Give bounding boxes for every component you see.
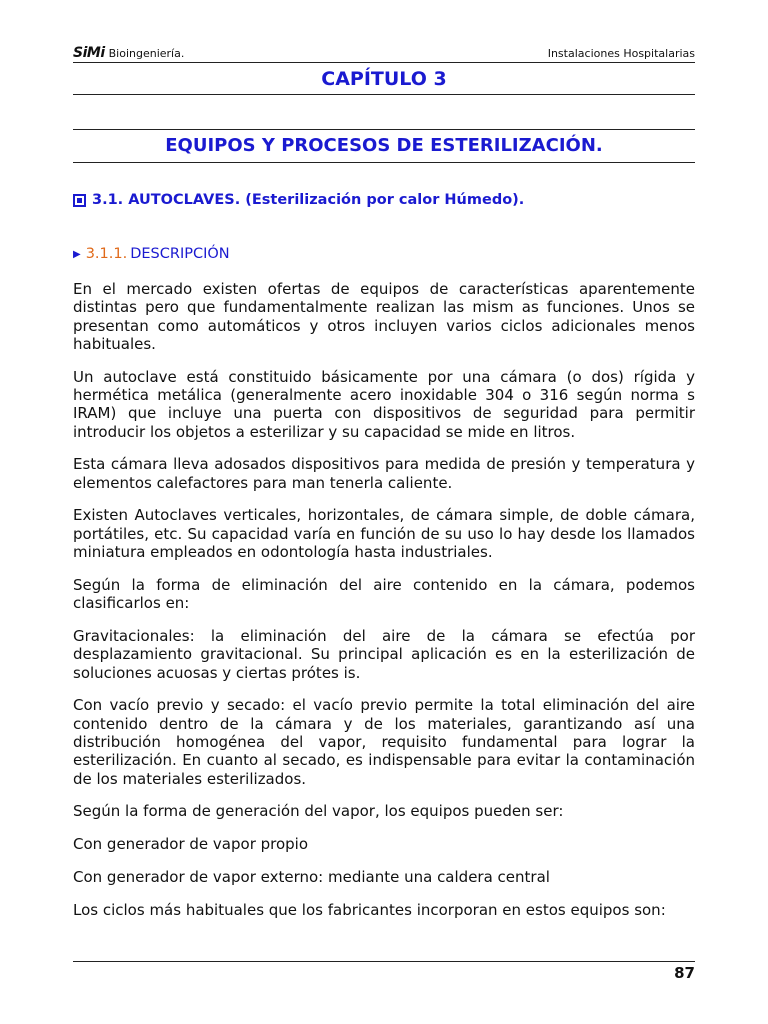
paragraph: Según la forma de eliminación del aire contenido en la cámara, podemos clasificarlos en: — [73, 575, 695, 613]
paragraph: Los ciclos más habituales que los fabricantes incorporan en estos equipos son: — [73, 900, 666, 919]
subsection-heading — [73, 192, 695, 208]
logo — [73, 46, 184, 60]
simi-logo: SiMi — [73, 45, 105, 61]
page-number: 87 — [674, 964, 695, 982]
paragraph: Gravitacionales: la eliminación del aire de la cámara se efectúa por desplazamiento gravitacional. Su principal aplicación es en la esterilización de soluciones acuosas y ciertas prótes is. — [73, 626, 695, 682]
paragraph: Con generador de vapor externo: mediante una caldera central — [73, 867, 550, 886]
paragraph: Con vacío previo y secado: el vacío previo permite la total eliminación del aire contenido dentro de la cámara y de los materiales, garantizando así una distribución homogénea del vapor, requisito fundamental para lograr la esterilización. En cuanto al secado, es indispensable para evitar la contaminación de los materiales esterilizados. — [73, 696, 695, 788]
paragraph: En el mercado existen ofertas de equipos de características aparentemente distintas pero que fundamentalmente realizan las mism as funciones. Unos se presentan como automáticos y otros incluyen varios ciclos adicionales menos habituales. — [73, 280, 695, 353]
header-left-text: Bioingeniería. — [108, 47, 185, 60]
paragraph: Según la forma de generación del vapor, los equipos pueden ser: — [73, 802, 564, 821]
paragraph: Con generador de vapor propio — [73, 835, 309, 854]
footer-divider — [73, 961, 695, 962]
chapter-title: CAPÍTULO 3 — [73, 68, 695, 95]
paragraph: Un autoclave está constituido básicamente por una cámara (o dos) rígida y hermética metálica (generalmente acero inoxidable 304 o 316 según norma s IRAM) que incluye una puerta con dispositivos de seguridad para permitir introducir los objetos a esterilizar y su capacidad se mide en litros. — [73, 367, 695, 441]
square-bullet-icon — [73, 194, 86, 207]
arrow-right-icon: ▶ — [73, 248, 81, 260]
paragraph: Esta cámara lleva adosados dispositivos para medida de presión y temperatura y elementos calefactores para man tenerla caliente. — [73, 455, 695, 492]
page-header — [73, 43, 695, 63]
subsubsection-title: DESCRIPCIÓN — [130, 246, 230, 262]
subsubsection-number: 3.1.1. — [85, 246, 128, 262]
paragraph: Existen Autoclaves verticales, horizontales, de cámara simple, de doble cámara, portátiles, etc. Su capacidad varía en función de su uso lo hay desde los llamados miniatura empleados en odontología hasta industriales. — [73, 506, 695, 562]
subsection-title: 3.1. AUTOCLAVES. (Esterilización por calor Húmedo). — [92, 192, 525, 208]
subsubsection-heading — [73, 246, 230, 262]
section-title: EQUIPOS Y PROCESOS DE ESTERILIZACIÓN. — [73, 129, 695, 163]
body-text — [73, 280, 695, 934]
header-right-text: Instalaciones Hospitalarias — [547, 47, 695, 60]
